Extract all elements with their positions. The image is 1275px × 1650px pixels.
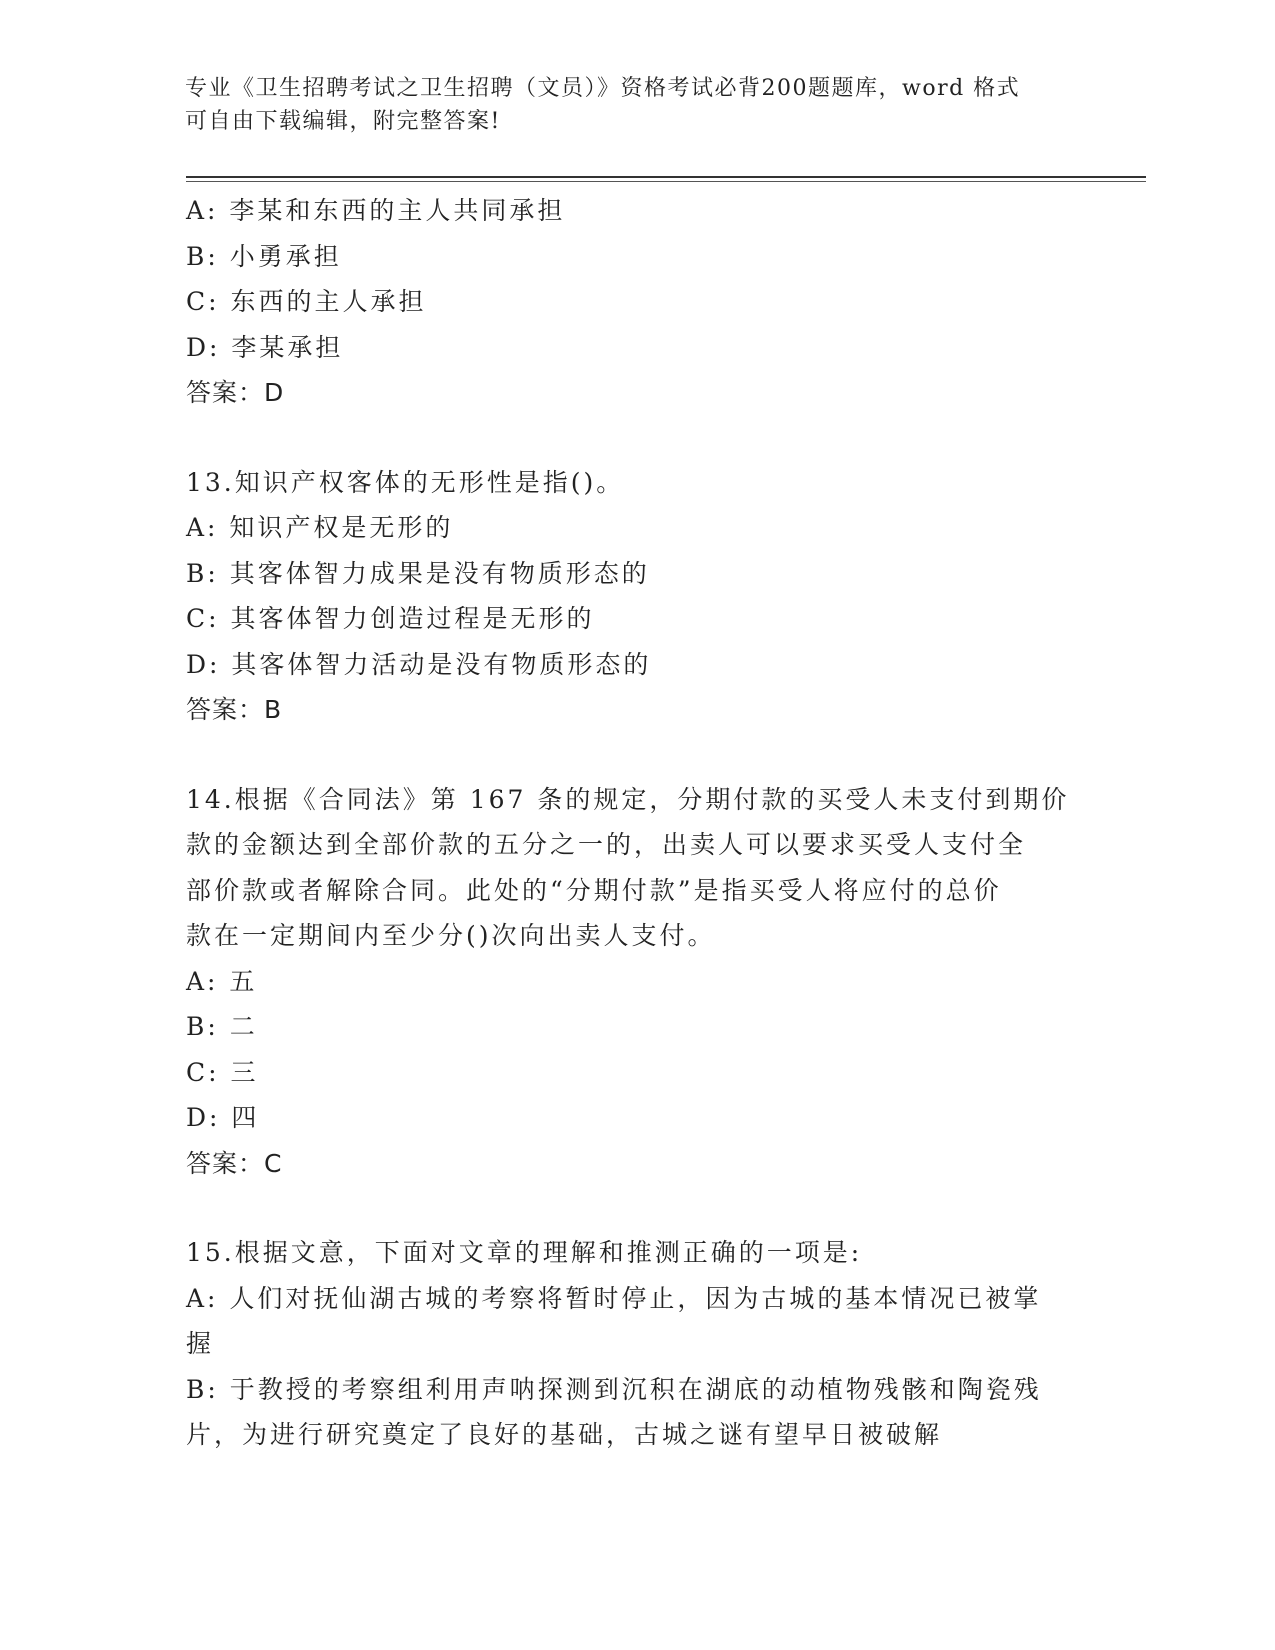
- question-12-tail: [186, 188, 1086, 416]
- option-d: D: 李某承担: [186, 332, 344, 362]
- header-divider-thick: [186, 176, 1146, 178]
- option-a: A: 五: [186, 966, 258, 996]
- question-content: [186, 188, 1086, 1458]
- header-title-line-2: 可自由下载编辑，附完整答案!: [185, 109, 501, 134]
- question-15: [186, 1230, 1086, 1458]
- option-a: A: 知识产权是无形的: [186, 513, 454, 542]
- option-b: B: 小勇承担: [186, 241, 342, 271]
- option-d: D: 四: [186, 1103, 260, 1132]
- option-b: B: 于教授的考察组利用声呐探测到沉积在湖底的动植物残骸和陶瓷残: [186, 1374, 1042, 1404]
- spacer: [186, 1186, 1086, 1230]
- question-stem: 15.根据文意，下面对文章的理解和推测正确的一项是:: [186, 1238, 863, 1267]
- header-divider-thin: [186, 181, 1146, 182]
- answer-text: 答案：B: [186, 695, 283, 724]
- header-title-line-1: 专业《卫生招聘考试之卫生招聘（文员）》资格考试必背200题题库，word 格式: [185, 76, 1021, 101]
- option-c: C: 三: [186, 1057, 259, 1087]
- option-b: B: 二: [186, 1012, 258, 1041]
- option-a: A: 李某和东西的主人共同承担: [186, 196, 566, 225]
- option-d: D: 其客体智力活动是没有物质形态的: [186, 649, 652, 679]
- question-stem-line: 款在一定期间内至少分()次向出卖人支付。: [186, 921, 716, 950]
- document-header: [185, 72, 1065, 138]
- question-13: [186, 460, 1086, 733]
- answer-text: 答案：D: [186, 378, 285, 407]
- question-stem-line: 部价款或者解除合同。此处的“分期付款”是指买受人将应付的总价: [186, 875, 1002, 905]
- answer-text: 答案：C: [186, 1148, 283, 1178]
- spacer: [186, 733, 1086, 777]
- question-14: [186, 777, 1086, 1187]
- question-stem: 13.知识产权客体的无形性是指()。: [186, 467, 625, 497]
- option-b-continued: 片，为进行研究奠定了良好的基础，古城之谜有望早日被破解: [186, 1420, 943, 1449]
- spacer: [186, 416, 1086, 460]
- option-c: C: 其客体智力创造过程是无形的: [186, 604, 595, 633]
- option-a-continued: 握: [186, 1329, 215, 1358]
- question-stem-line: 款的金额达到全部价款的五分之一的，出卖人可以要求买受人支付全: [186, 830, 1027, 859]
- option-c: C: 东西的主人承担: [186, 287, 427, 316]
- question-stem-line: 14.根据《合同法》第 167 条的规定，分期付款的买受人未支付到期价: [186, 784, 1070, 814]
- option-b: B: 其客体智力成果是没有物质形态的: [186, 558, 650, 588]
- option-a: A: 人们对抚仙湖古城的考察将暂时停止，因为古城的基本情况已被掌: [186, 1283, 1042, 1313]
